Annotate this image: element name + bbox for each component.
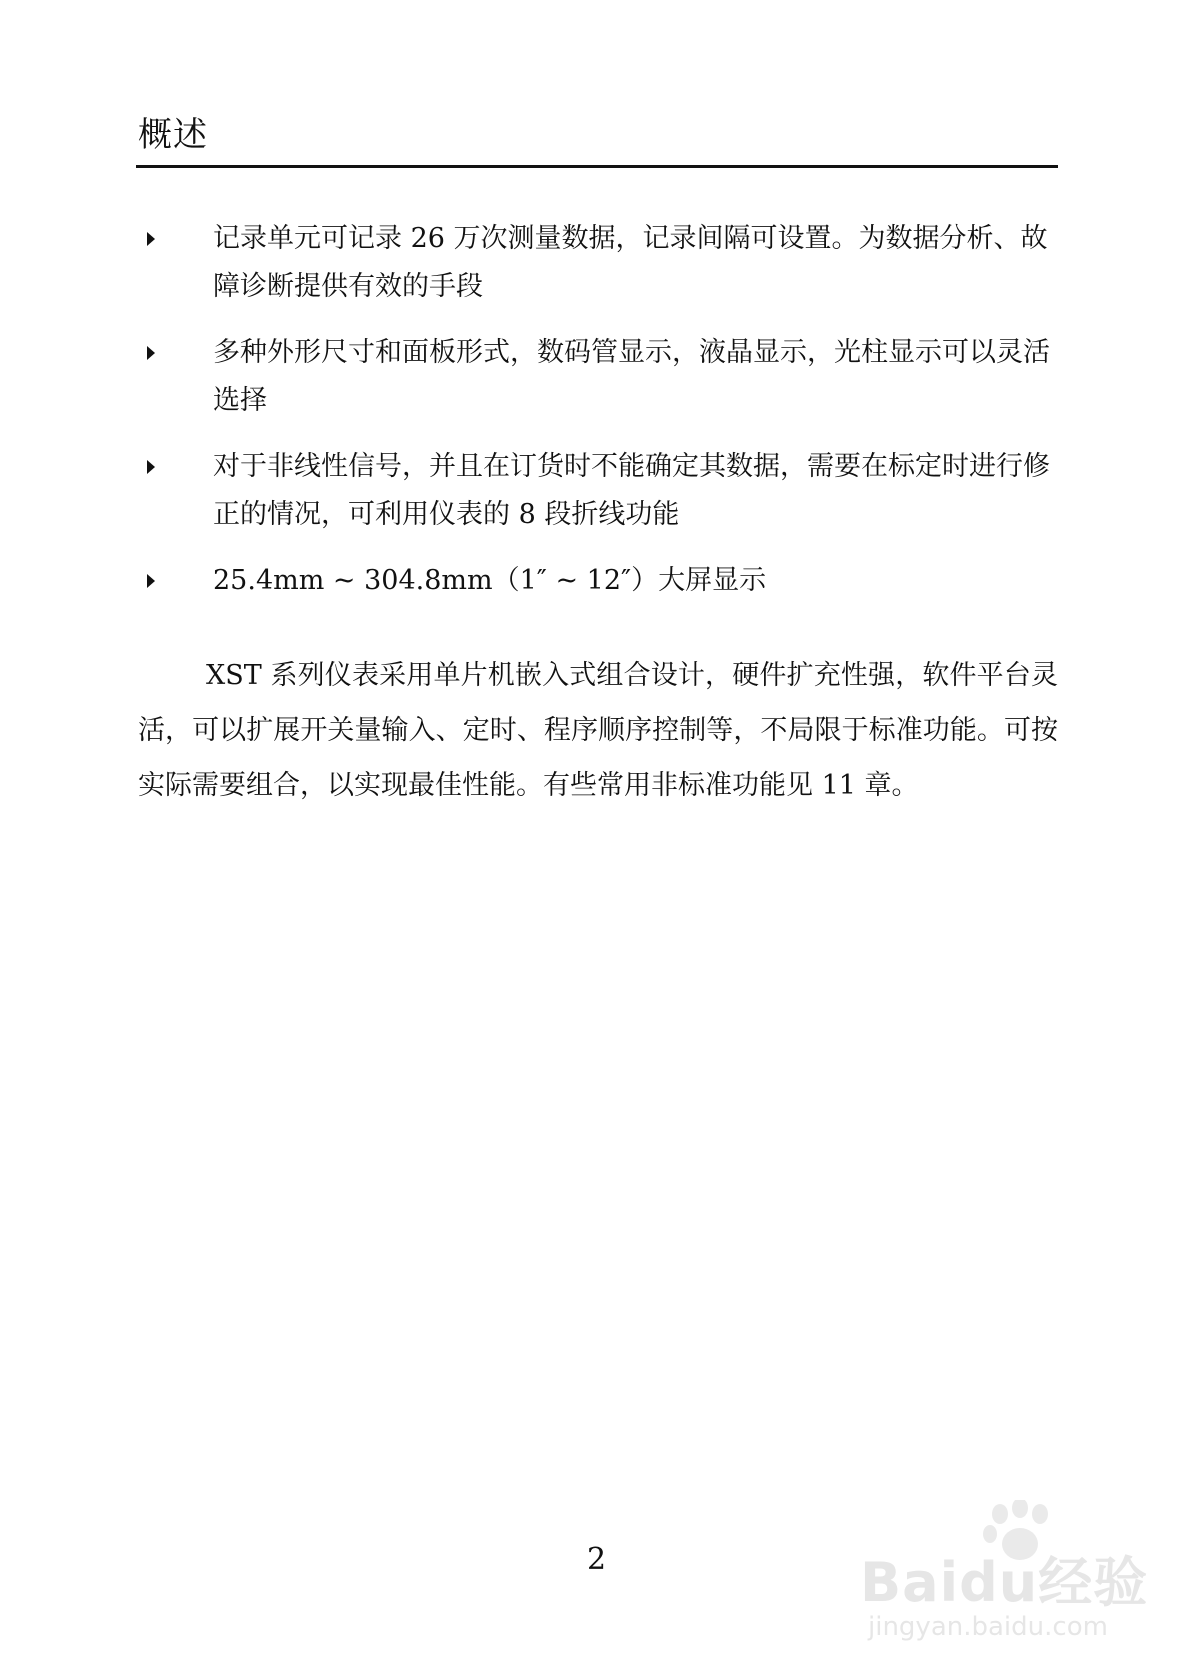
watermark-brand: Baidu经验 <box>860 1551 1149 1614</box>
list-item-text: 多种外形尺寸和面板形式，数码管显示，液晶显示，光柱显示可以灵活选择 <box>213 337 1050 416</box>
section-heading: 概述 <box>138 115 208 155</box>
watermark-url: jingyan.baidu.com <box>868 1612 1108 1642</box>
triangle-bullet-icon <box>147 346 155 360</box>
list-item <box>136 329 1058 425</box>
feature-list <box>136 215 1058 623</box>
triangle-bullet-icon <box>147 232 155 246</box>
list-item-text: 记录单元可记录 26 万次测量数据，记录间隔可设置。为数据分析、故障诊断提供有效的手段 <box>213 223 1048 302</box>
list-item <box>136 443 1058 539</box>
list-item <box>136 215 1058 311</box>
body-paragraph: XST 系列仪表采用单片机嵌入式组合设计，硬件扩充性强，软件平台灵活，可以扩展开关量输入、定时、程序顺序控制等，不局限于标准功能。可按实际需要组合，以实现最佳性能。有些常用非标准功能见 11 章。 <box>138 660 1058 801</box>
list-item <box>136 557 1058 605</box>
baidu-watermark <box>860 1500 1160 1650</box>
triangle-bullet-icon <box>147 574 155 588</box>
triangle-bullet-icon <box>147 460 155 474</box>
list-item-text: 25.4mm ~ 304.8mm（1″ ~ 12″）大屏显示 <box>213 565 767 596</box>
list-item-text: 对于非线性信号，并且在订货时不能确定其数据，需要在标定时进行修正的情况，可利用仪表的 8 段折线功能 <box>213 451 1050 530</box>
page-number: 2 <box>586 1542 607 1577</box>
heading-underline <box>136 165 1058 168</box>
